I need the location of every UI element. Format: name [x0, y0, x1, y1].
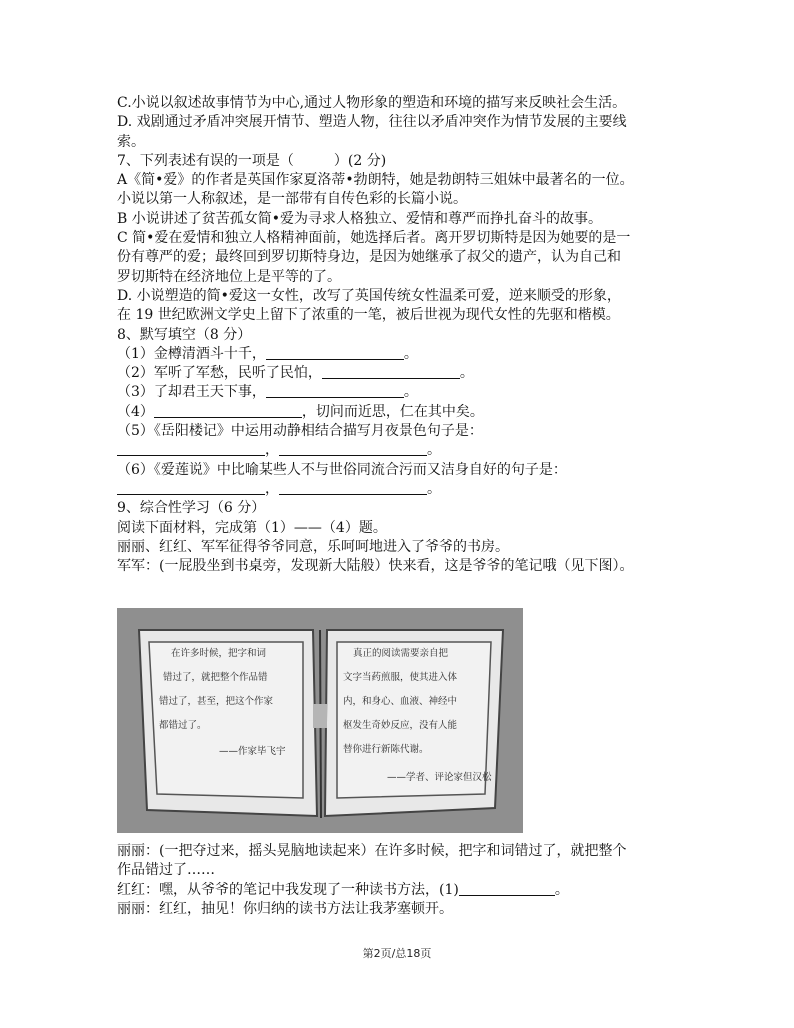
q9-title: 9、综合性学习（6 分） [117, 500, 266, 517]
right-note-line: 文字当药煎服，使其进入体 [343, 672, 458, 683]
honghong-dialogue: 红红：嘿，从爷爷的笔记中我发现了一种读书方法，(1) 。 [117, 881, 569, 898]
right-note-line: 替你进行新陈代谢。 [343, 744, 429, 755]
left-note-author: ——作家毕飞宇 [219, 746, 286, 757]
left-note-line: 在许多时候，把字和词 [171, 648, 267, 659]
option-d-line: D. 戏剧通过矛盾冲突展开情节、塑造人物，往往以矛盾冲突作为情节发展的主要线 [117, 114, 627, 131]
fill-blank[interactable] [459, 881, 555, 896]
lili-reply: 丽丽：红红，抽见！你归纳的读书方法让我茅塞顿开。 [117, 900, 453, 917]
q8-item-5-blanks: ， 。 [117, 441, 687, 460]
right-note-line: 内，和身心、血液、神经中 [343, 696, 458, 707]
right-note-line: 枢发生奇妙反应，没有人能 [343, 720, 458, 731]
fill-blank[interactable] [117, 480, 265, 495]
q8-item-3: （3）了却君王天下事， 。 [117, 384, 418, 401]
q7-option-line: D. 小说塑造的简•爱这一女性，改写了英国传统女性温柔可爱，逆来顺受的形象， [117, 287, 621, 304]
q7-option-line: B 小说讲述了贫苦孤女简•爱为寻求人格独立、爱情和尊严而挣扎奋斗的故事。 [117, 210, 602, 227]
left-note-line: 错过了，甚至，把这个作家 [159, 696, 274, 707]
q9-dialogue: 军军：(一屁股坐到书桌旁，发现新大陆般）快来看，这是爷爷的笔记哦（见下图）。 [117, 558, 634, 575]
fill-blank[interactable] [266, 345, 404, 360]
option-c-line: C.小说以叙述故事情节为中心,通过人物形象的塑造和环境的描写来反映社会生活。 [117, 95, 627, 111]
q8-item-4: （4） ，切问而近思，仁在其中矣。 [117, 403, 484, 420]
option-d-line-cont: 索。 [117, 133, 145, 150]
notebook-drawing [117, 608, 523, 833]
page-number: 第2页/总18页 [362, 947, 432, 960]
q8-title: 8、默写填空（8 分） [117, 326, 252, 343]
right-note-line: 真正的阅读需要亲自把 [353, 648, 449, 659]
q8-item-2: （2）军听了军愁，民听了民怕， 。 [117, 365, 474, 382]
q7-option-line: 罗切斯特在经济地位上是平等的了。 [117, 268, 341, 285]
notebook-photo [117, 608, 523, 833]
q9-narration: 丽丽、红红、军军征得爷爷同意，乐呵呵地进入了爷爷的书房。 [117, 538, 509, 555]
fill-blank[interactable] [266, 383, 404, 398]
center-smudge [313, 704, 327, 728]
fill-blank[interactable] [322, 364, 460, 379]
lili-dialogue-cont: 作品错过了…… [117, 862, 215, 879]
q8-item-5: （5）《岳阳楼记》中运用动静相结合描写月夜景色句子是： [117, 423, 483, 440]
q7-option-line: A《简•爱》的作者是英国作家夏洛蒂•勃朗特，她是勃朗特三姐妹中最著名的一位。 [117, 172, 634, 189]
left-note-line: 都错过了。 [159, 720, 207, 731]
lili-dialogue: 丽丽：(一把夺过来，摇头晃脑地读起来）在许多时候，把字和词错过了，就把整个 [117, 843, 627, 859]
fill-blank[interactable] [154, 403, 302, 418]
q9-instruction: 阅读下面材料，完成第（1）——（4）题。 [117, 519, 387, 536]
fill-blank[interactable] [279, 480, 427, 495]
left-note-line: 错过了，就把整个作品错 [163, 672, 268, 683]
question-text-lower [117, 842, 687, 919]
fill-blank[interactable] [279, 441, 427, 456]
q7-option-line: 份有尊严的爱；最终回到罗切斯特身边，是因为她继承了叔父的遗产，认为自己和 [117, 249, 621, 266]
q7-option-line: C 简•爱在爱情和独立人格精神面前，她选择后者。离开罗切斯特是因为她要的是一 [117, 230, 631, 247]
q8-item-6-blanks: ， 。 [117, 480, 687, 499]
q8-item-1: （1）金樽清酒斗十千， 。 [117, 345, 418, 362]
right-note-author: ——学者、评论家但汉松 [387, 772, 492, 783]
question-text-upper [117, 94, 687, 576]
q7-option-line: 在 19 世纪欧洲文学史上留下了浓重的一笔，被后世视为现代女性的先驱和楷模。 [117, 307, 620, 324]
fill-blank[interactable] [117, 441, 265, 456]
q8-item-6: （6）《爱莲说》中比喻某些人不与世俗同流合污而又洁身自好的句子是： [117, 461, 567, 478]
q7-stem: 7、下列表述有误的一项是（ ）(2 分) [117, 152, 387, 169]
q7-option-line: 小说以第一人称叙述，是一部带有自传色彩的长篇小说。 [117, 191, 467, 208]
